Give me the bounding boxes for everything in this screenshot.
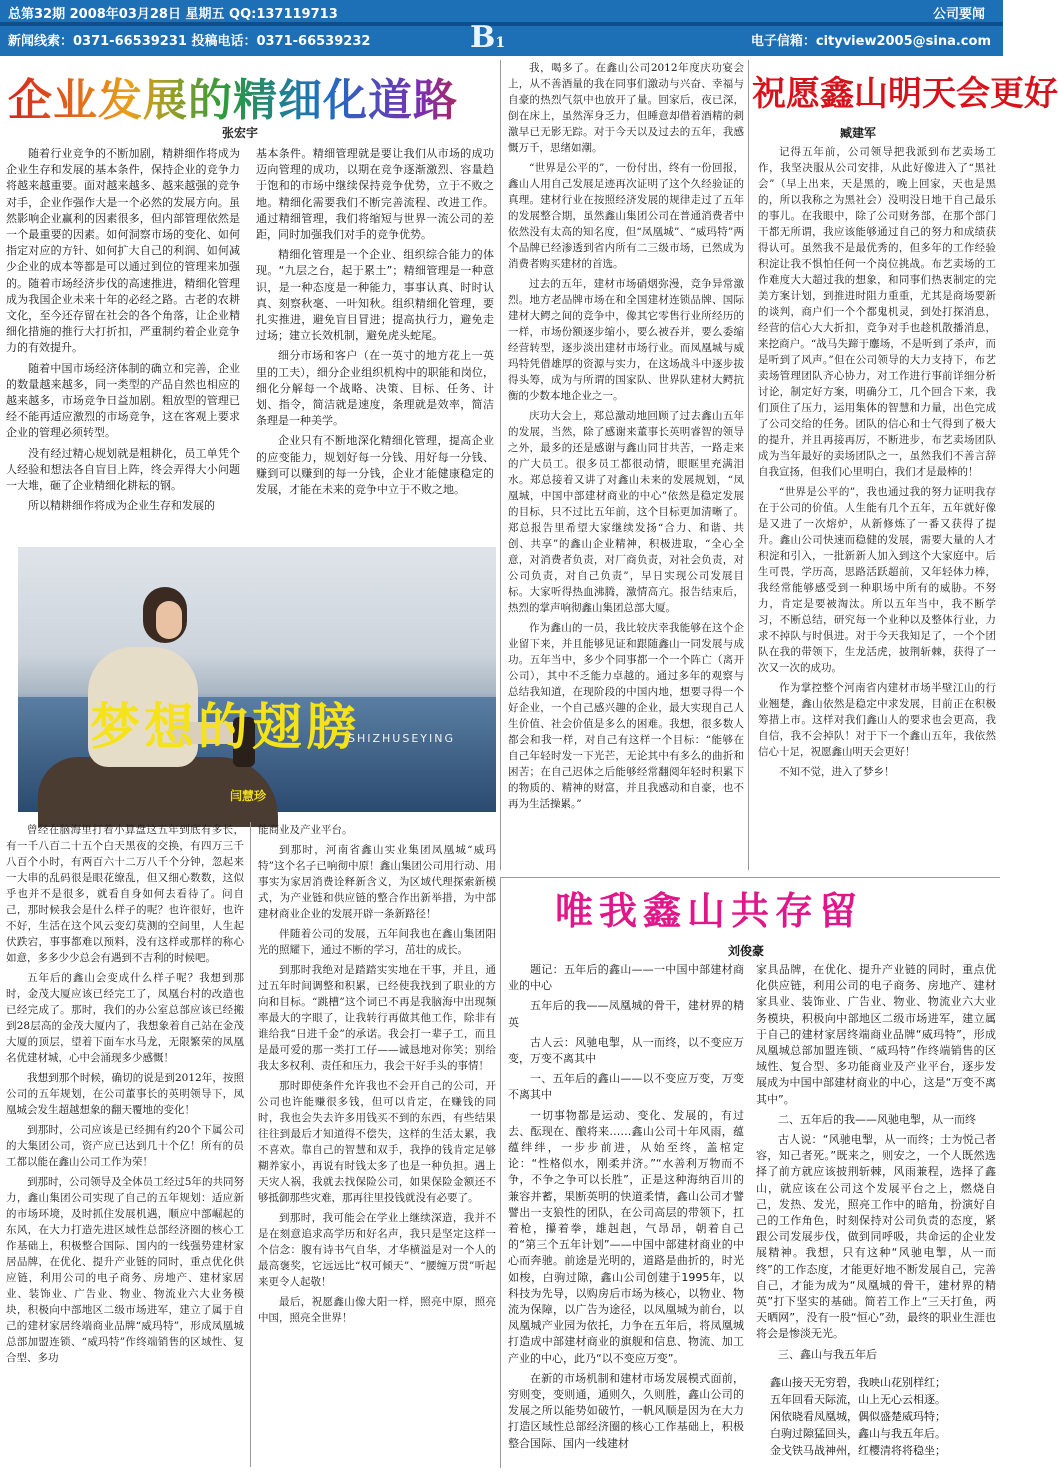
- paragraph: “世界是公平的”，我也通过我的努力证明我存在于公司的价值。人生能有几个五年，五年就好像是又进了一次熔炉，从新修炼了一番又获得了提升。鑫山公司快速而稳健的发展，需要大量的人才积淀和引入，一批新新人加入到这个大家庭中。后生可畏，学历高，思路活跃超前，又年轻体力棒，我经常能够感受到一种职场中所有的威胁。不努力，肯定是要被淘汰。所以五年当中，我不断学习，不断总结，研究每一个业种以及整体行业，力求不掉队与时俱进。对于今天我知足了，一个个团队在我的带领下，生龙活虎，披荆斩棘，获得了一次又一次的成功。: [758, 486, 996, 674]
- article2-author: 臧建军: [840, 126, 877, 140]
- paragraph: 庆功大会上，郑总激动地回顾了过去鑫山五年的发展，当然，除了感谢来董事长英明睿智的领导之外，最多的还是感谢与鑫山同甘共苦，一路走来的广大员工。很多员工都很动情，眼眶里充满泪水。郑总接着又讲了对鑫山未来的发展规划，“凤凰城，中国中部建材商业的中心”依然是稳定发展的目标，只不过比五年前，这个目标更加清晰了。郑总报告里希望大家继续发扬“合力、和谐、共创、共享”的鑫山企业精神，积极进取，“全心全意，对消费者负责，对厂商负责，对社会负责，对公司负责，对自己负责”，早日实现公司发展目标。大家听得热血沸腾，激情高亢。报告结束后，热烈的掌声响彻鑫山集团总部大厦。: [508, 410, 744, 614]
- paragraph: 到那时我绝对是踏踏实实地在干事，并且，通过五年时间调整和积累，已经使我找到了职业的方向和目标。“跳槽”这个词已不再是我脑海中出现频率最大的字眼了，让我转行再做其他工作，除非有谁给我“日进千金”的承诺。我会打一辈子工，而且是最可爱的那一类打工仔——诚恳地对你笑；别给我太多权利、责任和压力，我会干好手头的事情！: [258, 964, 496, 1072]
- paragraph: 随着行业竞争的不断加剧，精耕细作将成为企业生存和发展的基本条件，保持企业的竞争力将越来越重要。面对越来越多、越来越强的竞争对手，企业作强作大是一个必然的发展方向。虽然影响企业赢利的因素很多，但内部管理依然是一个最重要的因素。如何洞察市场的变化、如何指定对应的方针、如何扩大自己的利润、如何减少企业的成本等都是可以通过到位的管理来加强的。随着市场经济步伐的高速推进，精细化管理成为我国企业未来十年的必经之路。古老的农耕文化，至今还存留在社会的各个角落，让企业精细化措施的推行大打折扣，严重制约着企业竞争力的有效提升。: [6, 147, 240, 355]
- article2-body: [758, 144, 996, 874]
- article1-col1: [6, 146, 240, 538]
- photo-watermark: SHIZHUSEYING: [348, 732, 456, 745]
- column-divider: [250, 822, 251, 1467]
- article1-col2: [256, 146, 494, 538]
- poem-line: 闲依晓看凤凰城，偶似盛楚威玛特；: [770, 1410, 946, 1423]
- article1-author: 张宏宇: [222, 126, 259, 140]
- page-number: 1: [495, 35, 506, 51]
- paragraph: 细分市场和客户（在一英寸的地方花上一英里的工夫），细分企业组织机构中的职能和岗位，细化分解每一个战略、决策、目标、任务、计划、指令，简洁就是速度，条理就是效率，简洁条理是一种美学。: [256, 349, 494, 428]
- paragraph: 我想到那个时候，确切的说是到2012年，按照公司的五年规划，在公司董事长的英明领导下，凤凰城会发生超越想象的翻天覆地的变化！: [6, 1072, 244, 1116]
- email-line: 电子信箱：cityview2005@sina.com: [750, 34, 991, 49]
- paragraph: 没有经过精心规划就是粗耕化，员工单凭个人经验和想法各自盲目上阵，终会弄得大小问题一大堆，砸了企业精细化耕耘的钢。: [6, 446, 240, 493]
- article3-poem: [770, 1374, 995, 1459]
- paragraph: 基本条件。精细管理就是要让我们从市场的成功迈向管理的成功，以期在竞争逐渐激烈、容量趋于饱和的市场中继续保持竞争优势，立于不败之地。精细化需要我们不断完善流程、改进工作。通过精细管理，我们将缩短与世界一流公司的差距，同时加强我们对手的竞争优势。: [256, 147, 494, 242]
- paragraph: 精细化管理是一个企业、组织综合能力的体现。“九层之台，起于累土”；精细管理是一种意识，是一种态度是一种能力，事事认真、时时认真、刻察秋毫、一叶知秋。组织精细化管理，要扎实推进，避免盲目冒进；提高执行力，避免走过场；建立长效机制，避免虎头蛇尾。: [256, 248, 494, 343]
- paragraph: 最后，祝愿鑫山像大阳一样，照亮中原，照亮中国，照亮全世界！: [258, 1296, 496, 1324]
- column-divider: [500, 878, 501, 1468]
- paragraph: 古人说：“风驰电掣，从一而终；士为悦己者容，知己者死。”既来之，则安之，一个人既然选择了前方就应该披荆斩棘，风雨兼程，选择了鑫山，就应该在公司这个发展平台之上，燃烧自己，发热、发光，照亮工作中的暗角，扮演好自己的工作角色，时刻保持对公司负责的态度，紧跟公司发展步伐，做到同呼吸，共命运的企业发展精神。我想，只有这种“风驰电掣，从一而终”的工作态度，才能更好地不断发展自己，完善自己，才能为成为“凤凰城的骨干，建材界的精英”打下坚实的基础。简若工作上“三天打鱼，两天晒网”，没有一股“恒心”劲，最终的职业生涯也将会是惨淡无光。: [756, 1133, 996, 1341]
- photo-dream-wings: [18, 547, 496, 812]
- paragraph: 曾经在脑海里打着小算盘这五年到底有多长，有一千八百二十五个白天黑夜的交换，有四万三千八百个小时，有两百六十二万八千个分钟，忽起来一大串的乱码很是眼花缭乱，但又细心数数，这似乎也并不是很多，就看自身如何去看待了。问自己，那时候我会是什么样子的呢？也许很好，也许不好，生活在这个风云变幻莫测的空间里，人生起伏跌宕，事事都难以预料，没有这样或那样的称心如意，多多少少总会有遇到不吉利的时候吧。: [6, 824, 244, 964]
- paragraph: 记得五年前，公司领导把我派到布艺卖场工作，我坚决服从公司安排，从此好像进入了“黑社会”（早上出来，天是黑的，晚上回家，天也是黑的，所以我称之为黑社会）没明没日地干自己最乐的事儿。在我眼中，除了公司财务部，在那个部门干都无所谓，我应该能够通过自己的努力和成绩获得认可。虽然我不是最优秀的，但多年的工作经验积淀让我不惧怕任何一个岗位挑战。布艺卖场的工作难度大大超过我的想象，和同事们热衷制定的完美方案计划，到推进时阻力重重，尤其是商场要新的谈判，商户们一个个都鬼机灵，到处打探消息，经营的信心大大折扣，竞争对手也趁机散播消息，来挖商户。“战马失蹄于鏖场，不是听到了杀声，而是听到了风声。”但在公司领导的大力支持下，布艺卖场管理团队齐心协力，对工作进行事前详细分析讨论，制定好方案，明确分工，几个回合下来，我们顶住了压力，运用集体的智慧和力量，出色完成了公司交给的任务。团队的信心和士气得到了极大的提升，并且再接再厉，不断进步，布艺卖场团队成为当年最好的卖场团队之一，虽然我们不善言辞自我宣扬，但我们心里明白，我们才是最棒的！: [758, 146, 996, 478]
- column-divider: [500, 60, 501, 870]
- article3-title: 唯我鑫山共存留: [555, 889, 864, 933]
- article3-col1: [508, 962, 744, 1467]
- paragraph: 在新的市场机制和建材市场发展模式面前，穷则变，变则通，通则久，久则胜，鑫山公司的发展之所以能势如破竹，一帆风顺是因为在大力打造区域性总部经济圈的核心工作基础上，积极整合国际、国内一线建材: [508, 1371, 744, 1450]
- photo-caption: 梦想的翅膀: [90, 698, 360, 756]
- paragraph: 五年后的鑫山会变成什么样子呢？我想到那时，金茂大厦应该已经完工了，凤凰台村的改造也已经完成了。那时，我们的办公室总部应该已经搬到28层高的金茂大厦内了，我想象着自己站在金茂大厦的顶层，望着下面车水马龙，无限繁荣的凤凰名优建材城，心中会涌现多少感慨！: [6, 972, 244, 1064]
- poem-line: 五年回看天际流，山上无心云相逐。: [770, 1393, 946, 1406]
- page-header: [0, 0, 1003, 56]
- paragraph: 能商业及产业平台。: [258, 824, 353, 836]
- article-bottom-col1: [6, 822, 244, 1467]
- paragraph: 随着中国市场经济体制的确立和完善，企业的数量越来越多，同一类型的产品自然也相应的越来越多，市场竞争日益加剧。粗放型的管理已经不能再适应激烈的市场竞争，这在客观上要求企业的管理必须转型。: [6, 361, 240, 440]
- article-mid: [508, 60, 744, 875]
- paragraph: 不知不觉，进入了梦乡！: [779, 766, 895, 778]
- page-number-badge: [470, 20, 505, 55]
- paragraph: 那时即使条件允许我也不会开自己的公司，开公司也许能赚很多钱，但可以肯定，在赚钱的同时，我也会失去许多用钱买不到的东西，有些结果往往到最后才知道得不偿失，这样的生活太累，我不喜欢。靠自己的智慧和双手，我挣的钱肯定足够糊养家小，再说有时钱太多了也是一种负担。遇上天灾人祸，我就去找保险公司，如果保险金额还不够抵御那些灾难，那再往里投钱就没有必要了。: [258, 1080, 496, 1204]
- paragraph: 到那时，公司领导及全体员工经过5年的共同努力，鑫山集团公司实现了自己的五年规划：适应新的市场环境，及时抓住发展机遇，顺应中部崛起的东风，在大力打造先进区域性总部经济圈的核心工作基础上，积极整合国际、国内的一线强势建材家居品牌，在优化、提升产业链的同时，重点优化供应链，利用公司的电子商务、房地产、建材家居业、装饰业、广告业、物业、物流业六大业务模块，积极向中部地区二级市场进军，建立了属于自己的建材家居终端商业品牌“威玛特”，形成凤凰城总部加盟连锁、“威玛特”作终端销售的区域性、复合型、多功: [6, 1176, 244, 1364]
- column-divider: [748, 60, 749, 870]
- news-hotline: 新闻线索：0371-66539231 投稿电话：0371-66539232: [8, 34, 371, 49]
- paragraph: “世界是公平的”，一份付出，终有一份回报，鑫山人用自己发展足迹再次证明了这个久经验证的真理。建材行业在按照经济发展的规律走过了五年的发展整合期，虽然鑫山集团公司在普通消费者中依然没有太高的知名度，但“凤凰城”、“威玛特”两个品牌已经渗透到省内所有二三级市场，已然成为消费者购买建材的首选。: [508, 162, 744, 270]
- paragraph: 所以精耕细作将成为企业生存和发展的: [28, 499, 215, 513]
- article-bottom-col2: [258, 822, 496, 1467]
- paragraph: 到那时，我可能会在学业上继续深造，我并不是在刻意追求高学历和好名声，我只是坚定这样一个信念：腹有诗书气自华，才华横溢是对一个人的最高褒奖，它远远比“权可倾天”、“腰缠万贯”听起来更令人起敬！: [258, 1212, 496, 1288]
- section-name: 公司要闻: [932, 7, 985, 22]
- paragraph: 企业只有不断地深化精细化管理，提高企业的应变能力，规划好每一分钱、用好每一分钱、赚到可以赚到的每一分钱，企业才能健康稳定的发展，才能在未来的竞争中立于不败之地。: [256, 434, 494, 497]
- article3-col2: [756, 962, 996, 1372]
- paragraph: 我，喝多了。在鑫山公司2012年度庆功宴会上，从不善酒量的我在同事们激动与兴奋、幸福与自豪的热烈气氛中也放开了量。回家后，夜已深，倒在床上，虽然浑身乏力，但睡意却借着酒精的刺激早已无影无踪。对于今天以及过去的五年，我感慨万千，思绪如潮。: [508, 62, 744, 154]
- photo-figure-face: [156, 601, 182, 639]
- poem-line: 金戈铁马战神州，红樱清将将稳坐；: [770, 1444, 946, 1457]
- poem-line: 白驹过隙猛回头，鑫山与我五年后。: [770, 1427, 946, 1440]
- paragraph: 作为鑫山的一员，我比较庆幸我能够在这个企业留下来，并且能够见证和跟随鑫山一同发展与成功。五年当中，多少个同事都一个一个阵亡（离开公司），其中不乏能力卓越的。通过多年的观察与总结我知道，在现阶段的中国内地，想要寻得一个好企业，一个自己感兴趣的企业，最大实现自己人生价值、社会价值是多么的困难。我想，很多数人都会和我一样，对自己有这样一个目标：“能够在自己年轻时发一下光芒，无论其中有多么的曲折和困苦；在自己迟体之后能够经常翻阅年轻时积累下的物质的、精神的财富，并且我感动和自豪，也不再为生活操累。”: [508, 622, 744, 810]
- paragraph: 二、五年后的我——风驰电掣，从一而终: [778, 1112, 976, 1126]
- article2-title: 祝愿鑫山明天会更好: [752, 74, 1058, 114]
- photo-author: 闫慧珍: [230, 789, 267, 803]
- paragraph: 三、鑫山与我五年后: [778, 1347, 877, 1361]
- paragraph: 一、五年后的鑫山——以不变应万变，万变不离其中: [508, 1072, 744, 1102]
- article3-author: 刘俊豪: [728, 944, 765, 958]
- paragraph: 到那时，公司应该是已经拥有约20个下属公司的大集团公司，资产应已达到几十个亿！所有的员工都以能在鑫山公司工作为荣！: [6, 1124, 244, 1168]
- page-letter: B: [470, 20, 496, 55]
- paragraph: 到那时，河南省鑫山实业集团凤凰城“威玛特”这个名子已响彻中原！鑫山集团公司用行动、用事实为家居消费诠释新含义，为区域代理探索新模式，为产业链和供应链的整合作出新举措，为中部建材商业企业的发展开辟一条新路径！: [258, 844, 496, 920]
- paragraph: 作为掌控整个河南省内建材市场半壁江山的行业翘楚，鑫山依然是稳定中求发展，目前正在积极筹措上市。这样对我们鑫山人的要求也会更高，我自信，我不会掉队！对于下一个鑫山五年，我依然信心十足，祝愿鑫山明天会更好！: [758, 682, 996, 758]
- paragraph: 五年后的我——凤凰城的骨干，建材界的精英: [508, 999, 744, 1029]
- paragraph: 题记：五年后的鑫山——一中国中部建材商业的中心: [508, 963, 744, 993]
- paragraph: 家具品牌，在优化、提升产业链的同时，重点优化供应链，利用公司的电子商务、房地产、建材家具业、装饰业、广告业、物业、物流业六大业务模块，积极向中部地区二级市场进军，建立属于自己的建材家居终端商业品牌“威玛特”，形成凤凰城总部加盟连锁、“威玛特”作终端销售的区域性、复合型、多功能商业及产业平台，逐步发展成为中国中部建材商业的中心，这是“万变不离其中”。: [756, 963, 996, 1106]
- section-divider: [500, 877, 1000, 878]
- paragraph: 伴随着公司的发展，五年间我也在鑫山集团阳光的照耀下，通过不断的学习，茁壮的成长。: [258, 928, 496, 956]
- paragraph: 一切事物都是运动、变化、发展的，有过去、酝现在、酿将来……鑫山公司十年风雨，蕴蕴绊绊，一步步前进，从始至终，盖棺定论：“性格似水，刚柔并济。”“水善利万物而不争，不争之争可以长胜”，正是这种海纳百川的兼容并蓄，果断英明的快道柔情，鑫山公司才譬譬出一支狼性的团队，在公司高层的带领下，扛着枪，攥着拳，雄赳赳，气昂昂，朝着自己的“第三个五年计划”——中国中部建材商业的中心而奔驰。前途是光明的，道路是曲折的，时光如梭，白驹过隙，鑫山公司创建于1995年，以科技为先导，以购房后市场为核心，以物业、物流为保障，以广告为途径，以凤凰城为前台，以凤凰城产业园为依托，力争在五年后，将凤凰城打造成中部建材商业的旗舰和信息、物流、加工产业的中心，此乃“以不变应万变”。: [508, 1108, 744, 1365]
- poem-line: 鑫山接天无穷碧，我映山花别样红；: [770, 1376, 946, 1389]
- paragraph: 古人云：风驰电掣，从一而终，以不变应万变，万变不离其中: [508, 1035, 744, 1066]
- paragraph: 过去的五年，建材市场硝烟弥漫，竞争异常激烈。地方老品牌市场在和全国建材连锁品牌、国际建材大鳄之间的竞争中，像其它零售行业所经历的一样，市场份额逐步缩小，要么被吞并，要么委缩经营转型，逐步淡出建材市场行业。而凤凰城与威玛特凭借雄厚的资源与实力，在这场战斗中逐步拔得头筹，成为与所谓的国家队、世界队建材大鳄抗衡的少数本地企业之一。: [508, 278, 744, 402]
- article1-title: 企业发展的精细化道路: [8, 64, 493, 128]
- issue-line: 总第32期 2008年03月28日 星期五 QQ:137119713: [8, 7, 338, 22]
